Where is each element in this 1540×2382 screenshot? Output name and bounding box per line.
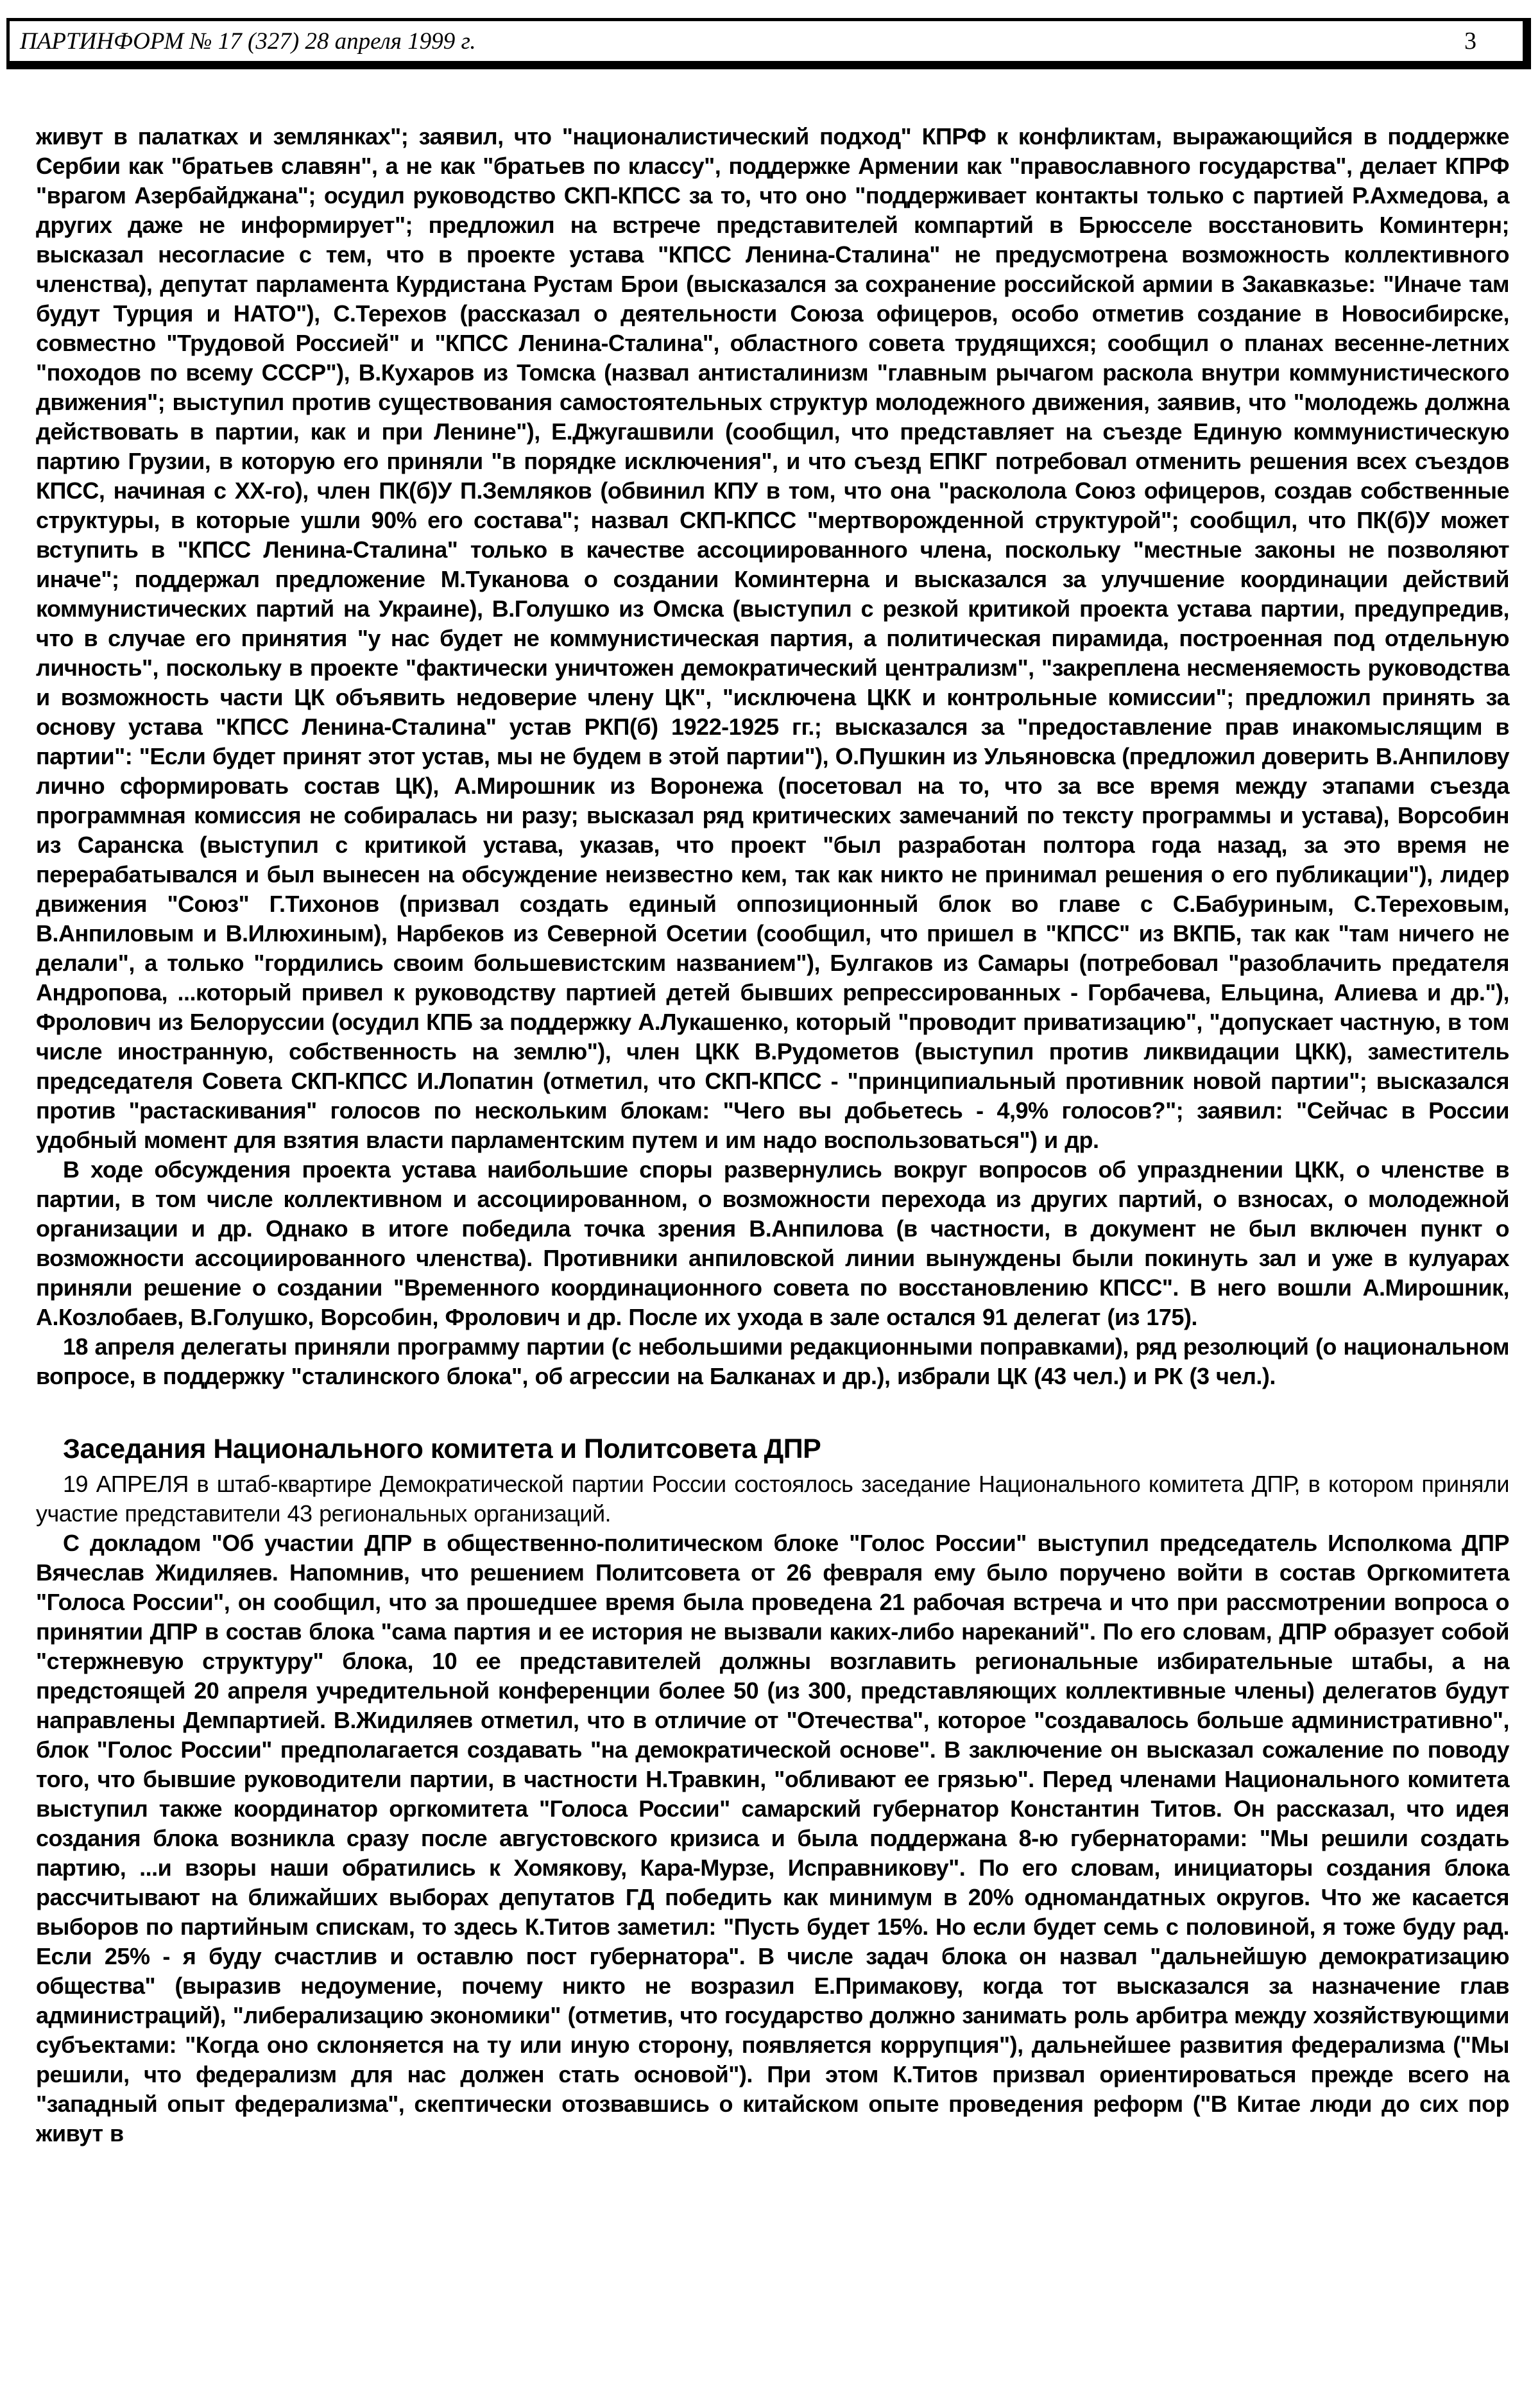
- newsletter-title: ПАРТИНФОРМ № 17 (327) 28 апреля 1999 г.: [20, 28, 476, 55]
- paragraph-dpr-meeting-report: С докладом "Об участии ДПР в общественно-политическом блоке "Голос России" выступил председатель Исполкома ДПР Вячеслав Жидиляев. Напомнив, что решением Политсовета от 26 февраля ему было поручено войти в состав Оргкомитета "Голоса России", он сообщил, что за прошедшее время была проведена 21 рабочая встреча и что при рассмотрении вопроса о принятии ДПР в состав блока "сама партия и ее история не вызвали каких-либо нареканий". По его словам, ДПР образует собой "стержневую структуру" блока, 10 ее представителей должны возглавить региональные избирательные штабы, а на предстоящей 20 апреля учредительной конференции более 50 (из 300, представляющих коллективные члены) делегатов будут направлены Демпартией. В.Жидиляев отметил, что в отличие от "Отечества", которое "создавалось больше административно", блок "Голос России" предполагается создавать "на демократической основе". В заключение он высказал сожаление по поводу того, что бывшие руководители партии, в частности Н.Травкин, "обливают ее грязью". Перед членами Национального комитета выступил также координатор оргкомитета "Голоса России" самарский губернатор Константин Титов. Он рассказал, что идея создания блока возникла сразу после августовского кризиса и была поддержана 8-ю губернаторами: "Мы решили создать партию, ...и взоры наши обратились к Хомякову, Кара-Мурзе, Исправникову". По его словам, инициаторы создания блока рассчитывают на ближайших выборах депутатов ГД победить как минимум в 20% одномандатных округов. Что же касается выборов по партийным спискам, то здесь К.Титов заметил: "Пусть будет 15%. Но если будет семь с половиной, я тоже буду рад. Если 25% - я буду счастлив и оставлю пост губернатора". В числе задач блока он назвал "дальнейшую демократизацию общества" (выразив недоумение, почему никто не возразил Е.Примакову, когда тот высказался за назначение глав администраций), "либерализацию экономики" (отметив, что государство должно занимать роль арбитра между хозяйствующими субъектами: "Когда оно склоняется на ту или иную сторону, появляется коррупция"), дальнейшее развития федерализма ("Мы решили, что федерализм для нас должен стать основой"). При этом К.Титов призвал ориентироваться прежде всего на "западный опыт федерализма", скептически отозвавшись о китайском опыте проведения реформ ("В Китае люди до сих пор живут в: [36, 1530, 1509, 2146]
- paragraph-april-18-decisions: 18 апреля делегаты приняли программу партии (с небольшими редакционными поправками), ряд резолюций (о национальном вопросе, в поддержку "сталинского блока", об агрессии на Балканах и др.), избрали ЦК (43 чел.) и РК (3 чел.).: [36, 1333, 1509, 1389]
- paragraph-charter-discussion: В ходе обсуждения проекта устава наибольшие споры развернулись вокруг вопросов об упразднении ЦКК, о членстве в партии, в том числе коллективном и ассоциированном, о возможности перехода из других партий, о взносах, о молодежной организации и др. Однако в итоге победила точка зрения В.Анпилова (в частности, в документ не был включен пункт о возможности ассоциированного членства). Противники анпиловской линии вынуждены были покинуть зал и уже в кулуарах приняли решение о создании "Временного координационного совета по восстановлению КПСС". В него вошли А.Мирошник, А.Козлобаев, В.Голушко, Ворсобин, Фролович и др. После их ухода в зале остался 91 делегат (из 175).: [36, 1156, 1509, 1330]
- page-header: [6, 18, 1531, 69]
- page-number: 3: [1464, 28, 1476, 55]
- article-body: [36, 122, 1509, 2148]
- paragraph-congress-continuation: живут в палатках и землянках"; заявил, что "националистический подход" КПРФ к конфликтам, выражающийся в поддержке Сербии как "братьев славян", а не как "братьев по классу", поддержке Армении как "православного государства", делает КПРФ "врагом Азербайджана"; осудил руководство СКП-КПСС за то, что оно "поддерживает контакты только с партией Р.Ахмедова, а других даже не информирует"; предложил на встрече представителей компартий в Брюсселе восстановить Коминтерн; высказал несогласие с тем, что в проекте устава "КПСС Ленина-Сталина" не предусмотрена возможность коллективного членства), депутат парламента Курдистана Рустам Брои (высказался за сохранение российской армии в Закавказье: "Иначе там будут Турция и НАТО"), С.Терехов (рассказал о деятельности Союза офицеров, особо отметив создание в Новосибирске, совместно "Трудовой Россией" и "КПСС Ленина-Сталина", областного совета трудящихся; сообщил о планах весенне-летних "походов по всему СССР"), В.Кухаров из Томска (назвал антисталинизм "главным рычагом раскола внутри коммунистического движения"; выступил против существования самостоятельных структур молодежного движения, заявив, что "молодежь должна действовать в партии, как и при Ленине"), Е.Джугашвили (сообщил, что представляет на съезде Единую коммунистическую партию Грузии, в которую его приняли "в порядке исключения", и что съезд ЕПКГ потребовал отменить решения всех съездов КПСС, начиная с XX-го), член ПК(б)У П.Земляков (обвинил КПУ в том, что она "расколола Союз офицеров, создав собственные структуры, в которые ушли 90% его состава"; назвал СКП-КПСС "мертворожденной структурой"; сообщил, что ПК(б)У может вступить в "КПСС Ленина-Сталина" только в качестве ассоциированного члена, поскольку "местные законы не позволяют иначе"; поддержал предложение М.Туканова о создании Коминтерна и высказался за улучшение координации действий коммунистических партий на Украине), В.Голушко из Омска (выступил с резкой критикой проекта устава партии, предупредив, что в случае его принятия "у нас будет не коммунистическая партия, а политическая пирамида, построенная под отдельную личность", поскольку в проекте "фактически уничтожен демократический централизм", "закреплена несменяемость руководства и возможность части ЦК объявить недоверие члену ЦК", "исключена ЦКК и контрольные комиссии"; предложил принять за основу устава "КПСС Ленина-Сталина" устав РКП(б) 1922-1925 гг.; высказался за "предоставление прав инакомыслящим в партии": "Если будет принят этот устав, мы не будем в этой партии"), О.Пушкин из Ульяновска (предложил доверить В.Анпилову лично сформировать состав ЦК), А.Мирошник из Воронежа (посетовал на то, что за все время между этапами съезда программная комиссия не собиралась ни разу; высказал ряд критических замечаний по тексту программы и устава), Ворсобин из Саранска (выступил с критикой устава, указав, что проект "был разработан полтора года назад, за это время не перерабатывался и был вынесен на обсуждение неизвестно кем, так как никто не принимал решения о его публикации"), лидер движения "Союз" Г.Тихонов (призвал создать единый оппозиционный блок во главе с С.Бабуриным, С.Тереховым, В.Анпиловым и В.Илюхиным), Нарбеков из Северной Осетии (сообщил, что пришел в "КПСС" из ВКПБ, так как "там ничего не делали", а только "гордились своим большевистским названием"), Булгаков из Самары (потребовал "разоблачить предателя Андропова, ...который привел к руководству партией детей бывших репрессированных - Горбачева, Ельцина, Алиева и др."), Фролович из Белоруссии (осудил КПБ за поддержку А.Лукашенко, который "проводит приватизацию", "допускает частную, в том числе иностранную, собственность на землю"), член ЦКК В.Рудометов (выступил против ликвидации ЦКК), заместитель председателя Совета СКП-КПСС И.Лопатин (отметил, что СКП-КПСС - "принципиальный противник новой партии"; высказался против "растаскивания" голосов по нескольким блокам: "Чего вы добьетесь - 4,9% голосов?"; заявил: "Сейчас в России удобный момент для взятия власти парламентским путем и им надо воспользоваться") и др.: [36, 123, 1509, 1153]
- paragraph-dpr-meeting-intro: 19 АПРЕЛЯ в штаб-квартире Демократической партии России состоялось заседание Национального комитета ДПР, в котором приняли участие представители 43 региональных организаций.: [36, 1471, 1509, 1527]
- section-heading-dpr: Заседания Национального комитета и Политсовета ДПР: [63, 1434, 821, 1464]
